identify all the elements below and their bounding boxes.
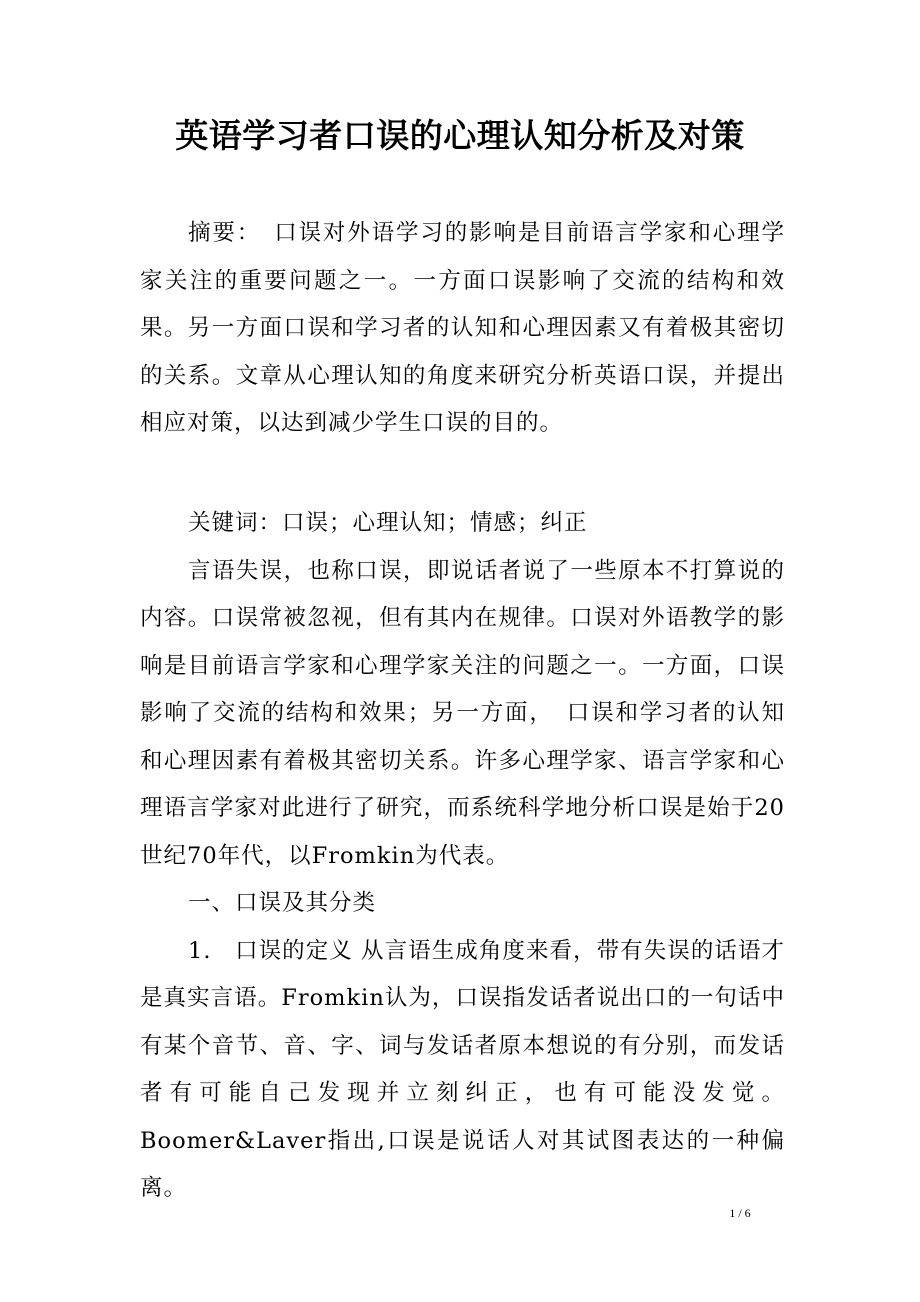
body-paragraph-definition: 1. 口误的定义 从言语生成角度来看，带有失误的话语才是真实言语。Fromkin认为，口误指发话者说出口的一句话中有某个音节、音、字、词与发话者原本想说的有分别，而发话者有可能自己发现并立刻纠正，也有可能没发觉。Boomer&Laver指出,口误是说话人对其试图表达的一种偏离。 [140, 937, 785, 1201]
main-text-section [140, 500, 785, 1213]
abstract-section [140, 210, 785, 448]
page-number: 1 / 6 [729, 1206, 751, 1220]
body-paragraph-intro: 言语失误，也称口误，即说话者说了一些原本不打算说的内容。口误常被忽视，但有其内在规律。口误对外语教学的影响是目前语言学家和心理学家关注的问题之一。一方面，口误影响了交流的结构和效果；另一方面， 口误和学习者的认知和心理因素有着极其密切关系。许多心理学家、语言学家和心理语言学家对此进行了研究，而系统科学地分析口误是始于20世纪70年代，以Fromkin为代表。 [140, 557, 785, 869]
page-title: 英语学习者口误的心理认知分析及对策 [175, 116, 745, 155]
keywords-line: 关键词：口误；心理认知；情感；纠正 [188, 510, 588, 536]
abstract-paragraph: 摘要： 口误对外语学习的影响是目前语言学家和心理学家关注的重要问题之一。一方面口误影响了交流的结构和效果。另一方面口误和学习者的认知和心理因素又有着极其密切的关系。文章从心理认知的角度来研究分析英语口误，并提出相应对策，以达到减少学生口误的目的。 [140, 220, 785, 436]
section-heading: 一、口误及其分类 [188, 890, 377, 916]
